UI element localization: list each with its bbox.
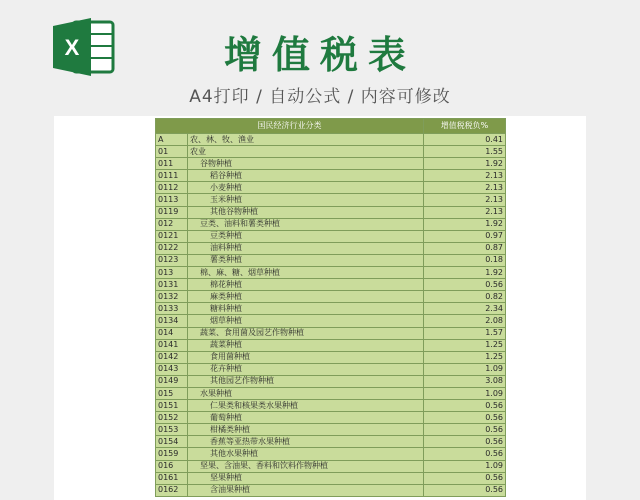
code-cell[interactable]: 011 bbox=[156, 158, 188, 170]
column-header-category[interactable]: 国民经济行业分类 bbox=[156, 119, 424, 134]
code-cell[interactable]: 0143 bbox=[156, 363, 188, 375]
page-header bbox=[0, 0, 640, 116]
rate-cell[interactable]: 1.92 bbox=[424, 218, 506, 230]
code-cell[interactable]: 0161 bbox=[156, 472, 188, 484]
category-cell[interactable]: 麻类种植 bbox=[188, 291, 424, 303]
rate-cell[interactable]: 0.82 bbox=[424, 291, 506, 303]
table-row bbox=[156, 327, 506, 339]
category-cell[interactable]: 棉、麻、糖、烟草种植 bbox=[188, 267, 424, 279]
rate-cell[interactable]: 0.56 bbox=[424, 436, 506, 448]
code-cell[interactable]: 0134 bbox=[156, 315, 188, 327]
table-body bbox=[156, 134, 506, 497]
table-row bbox=[156, 303, 506, 315]
category-cell[interactable]: 水果种植 bbox=[188, 387, 424, 399]
code-cell[interactable]: 0112 bbox=[156, 182, 188, 194]
rate-cell[interactable]: 0.18 bbox=[424, 254, 506, 266]
rate-cell[interactable]: 2.13 bbox=[424, 170, 506, 182]
table-row bbox=[156, 279, 506, 291]
code-cell[interactable]: 0119 bbox=[156, 206, 188, 218]
category-cell[interactable]: 柑橘类种植 bbox=[188, 424, 424, 436]
rate-cell[interactable]: 0.56 bbox=[424, 484, 506, 496]
category-cell[interactable]: 糖料种植 bbox=[188, 303, 424, 315]
code-cell[interactable]: 01 bbox=[156, 146, 188, 158]
table-row bbox=[156, 387, 506, 399]
rate-cell[interactable]: 0.41 bbox=[424, 134, 506, 146]
rate-cell[interactable]: 3.08 bbox=[424, 375, 506, 387]
category-cell[interactable]: 农、林、牧、渔业 bbox=[188, 134, 424, 146]
code-cell[interactable]: 0159 bbox=[156, 448, 188, 460]
category-cell[interactable]: 其他谷物种植 bbox=[188, 206, 424, 218]
category-cell[interactable]: 其他水果种植 bbox=[188, 448, 424, 460]
table-row bbox=[156, 146, 506, 158]
table-row bbox=[156, 375, 506, 387]
table-row bbox=[156, 436, 506, 448]
rate-cell[interactable]: 2.13 bbox=[424, 194, 506, 206]
table-row bbox=[156, 254, 506, 266]
rate-cell[interactable]: 1.55 bbox=[424, 146, 506, 158]
table-row bbox=[156, 412, 506, 424]
code-cell[interactable]: 014 bbox=[156, 327, 188, 339]
code-cell[interactable]: 0151 bbox=[156, 400, 188, 412]
category-cell[interactable]: 油料种植 bbox=[188, 242, 424, 254]
category-cell[interactable]: 豆类种植 bbox=[188, 230, 424, 242]
category-cell[interactable]: 其他园艺作物种植 bbox=[188, 375, 424, 387]
category-cell[interactable]: 仁果类和核果类水果种植 bbox=[188, 400, 424, 412]
table-row bbox=[156, 194, 506, 206]
category-cell[interactable]: 薯类种植 bbox=[188, 254, 424, 266]
table-row bbox=[156, 134, 506, 146]
rate-cell[interactable]: 1.09 bbox=[424, 460, 506, 472]
code-cell[interactable]: 0152 bbox=[156, 412, 188, 424]
category-cell[interactable]: 谷物种植 bbox=[188, 158, 424, 170]
category-cell[interactable]: 葡萄种植 bbox=[188, 412, 424, 424]
code-cell[interactable]: 013 bbox=[156, 267, 188, 279]
code-cell[interactable]: 015 bbox=[156, 387, 188, 399]
category-cell[interactable]: 花卉种植 bbox=[188, 363, 424, 375]
category-cell[interactable]: 小麦种植 bbox=[188, 182, 424, 194]
rate-cell[interactable]: 2.13 bbox=[424, 206, 506, 218]
table-row bbox=[156, 206, 506, 218]
table-row bbox=[156, 267, 506, 279]
rate-cell[interactable]: 0.56 bbox=[424, 279, 506, 291]
category-cell[interactable]: 坚果、含油果、香料和饮料作物种植 bbox=[188, 460, 424, 472]
rate-cell[interactable]: 2.08 bbox=[424, 315, 506, 327]
table-row bbox=[156, 363, 506, 375]
rate-cell[interactable]: 0.56 bbox=[424, 472, 506, 484]
category-cell[interactable]: 农业 bbox=[188, 146, 424, 158]
page-title: 增值税表 bbox=[223, 33, 416, 77]
code-cell[interactable]: 0123 bbox=[156, 254, 188, 266]
rate-cell[interactable]: 0.56 bbox=[424, 400, 506, 412]
table-row bbox=[156, 460, 506, 472]
table-row bbox=[156, 424, 506, 436]
code-cell[interactable]: 0162 bbox=[156, 484, 188, 496]
rate-cell[interactable]: 1.09 bbox=[424, 363, 506, 375]
rate-cell[interactable]: 0.56 bbox=[424, 412, 506, 424]
rate-cell[interactable]: 0.97 bbox=[424, 230, 506, 242]
code-cell[interactable]: 0153 bbox=[156, 424, 188, 436]
category-cell[interactable]: 稻谷种植 bbox=[188, 170, 424, 182]
table-row bbox=[156, 230, 506, 242]
table-row bbox=[156, 448, 506, 460]
category-cell[interactable]: 豆类、油料和薯类种植 bbox=[188, 218, 424, 230]
rate-cell[interactable]: 1.25 bbox=[424, 351, 506, 363]
rate-cell[interactable]: 0.56 bbox=[424, 448, 506, 460]
code-cell[interactable]: 0111 bbox=[156, 170, 188, 182]
rate-cell[interactable]: 0.56 bbox=[424, 424, 506, 436]
spreadsheet-area bbox=[54, 116, 586, 500]
category-cell[interactable]: 香蕉等亚热带水果种植 bbox=[188, 436, 424, 448]
rate-cell[interactable]: 1.57 bbox=[424, 327, 506, 339]
category-cell[interactable]: 烟草种植 bbox=[188, 315, 424, 327]
category-cell[interactable]: 玉米种植 bbox=[188, 194, 424, 206]
column-header-rate[interactable]: 增值税税负% bbox=[424, 119, 506, 134]
rate-cell[interactable]: 0.87 bbox=[424, 242, 506, 254]
table-header-row bbox=[156, 119, 506, 134]
table-row bbox=[156, 351, 506, 363]
code-cell[interactable]: 016 bbox=[156, 460, 188, 472]
code-cell[interactable]: 0149 bbox=[156, 375, 188, 387]
code-cell[interactable]: 0132 bbox=[156, 291, 188, 303]
code-cell[interactable]: 0122 bbox=[156, 242, 188, 254]
table-row bbox=[156, 472, 506, 484]
table-row bbox=[156, 218, 506, 230]
code-cell[interactable]: 0142 bbox=[156, 351, 188, 363]
code-cell[interactable]: 012 bbox=[156, 218, 188, 230]
code-cell[interactable]: 0131 bbox=[156, 279, 188, 291]
table-row bbox=[156, 400, 506, 412]
category-cell[interactable]: 蔬菜、食用菌及园艺作物种植 bbox=[188, 327, 424, 339]
rate-cell[interactable]: 1.92 bbox=[424, 158, 506, 170]
code-cell[interactable]: A bbox=[156, 134, 188, 146]
code-cell[interactable]: 0113 bbox=[156, 194, 188, 206]
table-row bbox=[156, 242, 506, 254]
code-cell[interactable]: 0154 bbox=[156, 436, 188, 448]
table-row bbox=[156, 291, 506, 303]
rate-cell[interactable]: 1.92 bbox=[424, 267, 506, 279]
category-cell[interactable]: 坚果种植 bbox=[188, 472, 424, 484]
vat-rate-table bbox=[155, 118, 506, 497]
category-cell[interactable]: 食用菌种植 bbox=[188, 351, 424, 363]
code-cell[interactable]: 0133 bbox=[156, 303, 188, 315]
category-cell[interactable]: 棉花种植 bbox=[188, 279, 424, 291]
table-row bbox=[156, 484, 506, 496]
table-row bbox=[156, 158, 506, 170]
code-cell[interactable]: 0121 bbox=[156, 230, 188, 242]
rate-cell[interactable]: 2.13 bbox=[424, 182, 506, 194]
rate-cell[interactable]: 1.25 bbox=[424, 339, 506, 351]
logo-letter: X bbox=[64, 35, 80, 60]
code-cell[interactable]: 0141 bbox=[156, 339, 188, 351]
table-row bbox=[156, 182, 506, 194]
category-cell[interactable]: 含油果种植 bbox=[188, 484, 424, 496]
rate-cell[interactable]: 1.09 bbox=[424, 387, 506, 399]
category-cell[interactable]: 蔬菜种植 bbox=[188, 339, 424, 351]
page-subtitle: A4打印 / 自动公式 / 内容可修改 bbox=[189, 87, 451, 107]
table-row bbox=[156, 315, 506, 327]
rate-cell[interactable]: 2.34 bbox=[424, 303, 506, 315]
table-row bbox=[156, 170, 506, 182]
table-row bbox=[156, 339, 506, 351]
